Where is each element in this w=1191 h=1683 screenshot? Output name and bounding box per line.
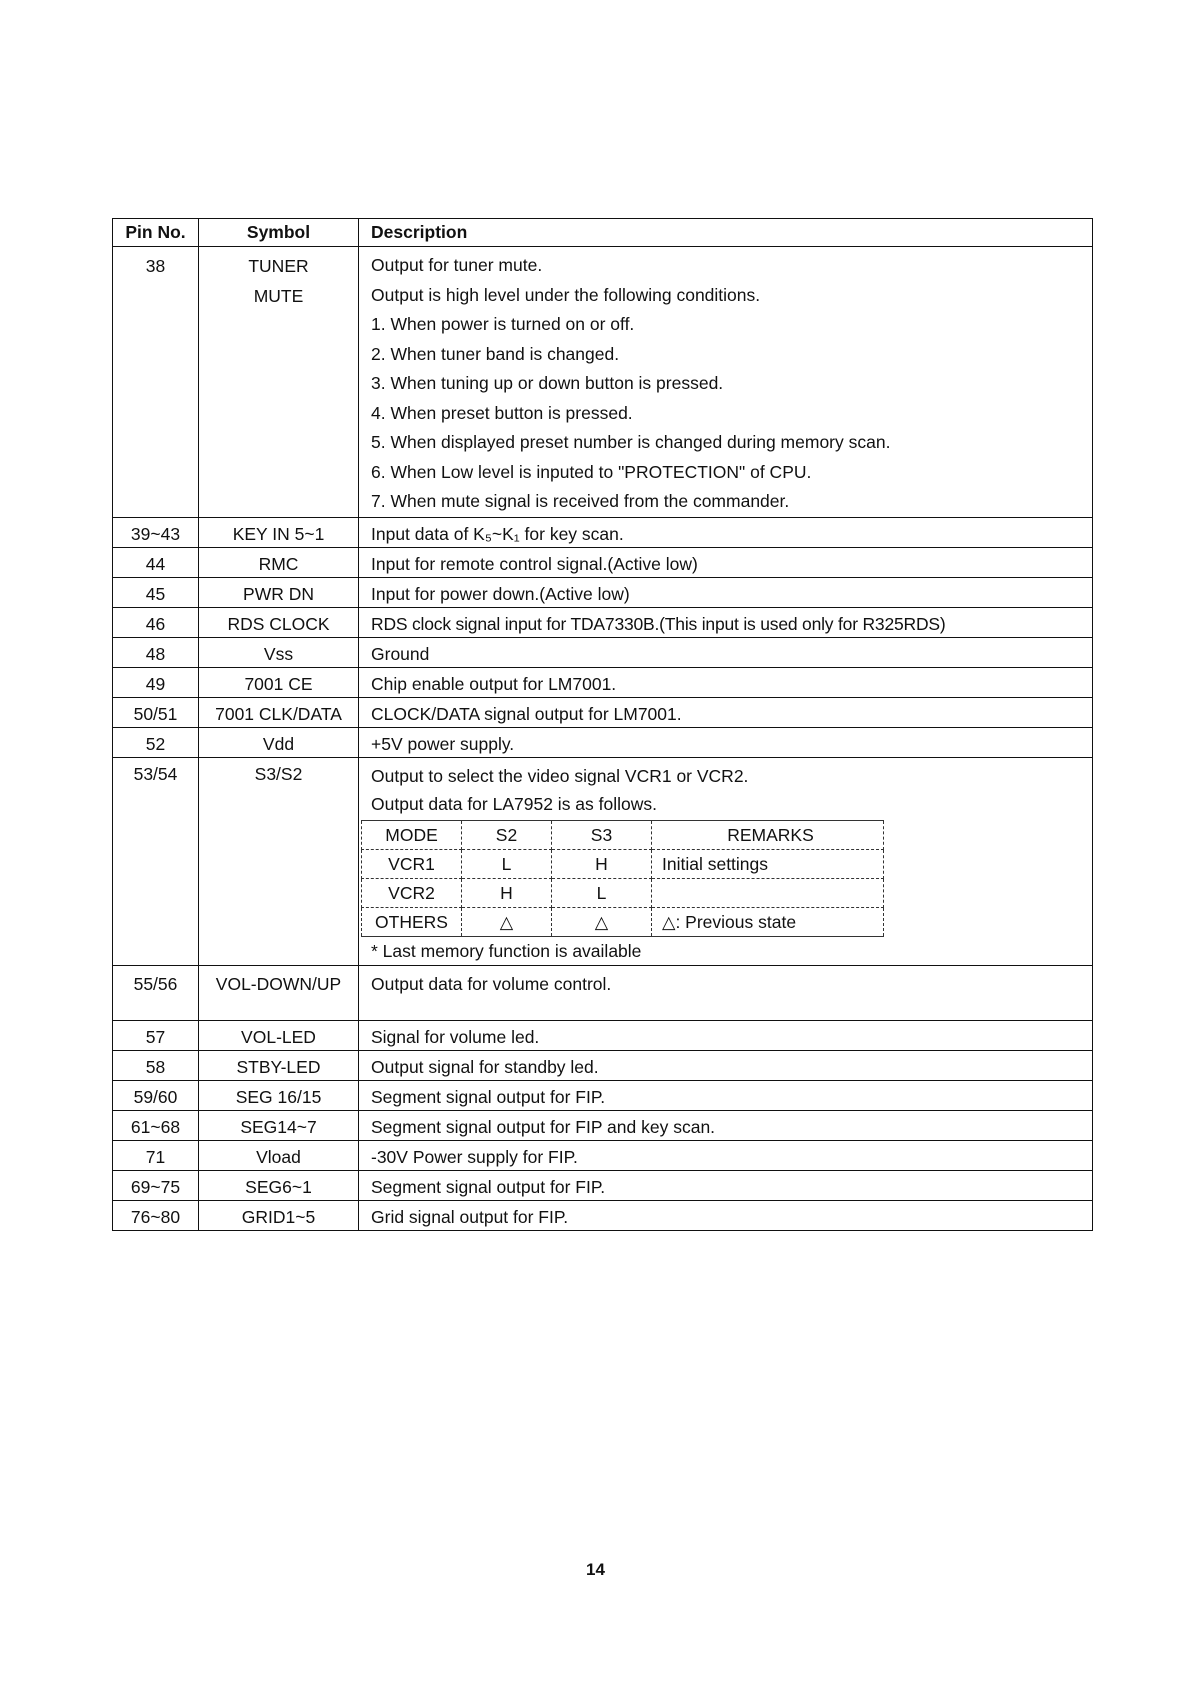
description-cell: Signal for volume led. — [359, 1020, 1093, 1050]
mode-header-s3: S3 — [552, 820, 652, 849]
table-row — [113, 1110, 1093, 1140]
mode-cell: △: Previous state — [652, 907, 884, 936]
table-row — [113, 547, 1093, 577]
description-cell: Segment signal output for FIP. — [359, 1080, 1093, 1110]
symbol-cell: SEG6~1 — [199, 1170, 359, 1200]
description-cell: Chip enable output for LM7001. — [359, 667, 1093, 697]
description-cell: Grid signal output for FIP. — [359, 1200, 1093, 1230]
pin-cell: 46 — [113, 607, 199, 637]
table-row — [113, 1050, 1093, 1080]
memory-note: * Last memory function is available — [371, 940, 642, 961]
symbol-cell: VOL-LED — [199, 1020, 359, 1050]
table-row — [113, 1080, 1093, 1110]
mode-cell: VCR2 — [362, 878, 462, 907]
mode-header-s2: S2 — [462, 820, 552, 849]
mode-cell: △ — [462, 907, 552, 936]
symbol-cell: SEG14~7 — [199, 1110, 359, 1140]
table-row — [113, 1020, 1093, 1050]
pin-cell: 45 — [113, 577, 199, 607]
table-row — [113, 1200, 1093, 1230]
mode-cell — [652, 878, 884, 907]
table-row — [113, 667, 1093, 697]
header-pin-no: Pin No. — [113, 219, 199, 247]
symbol-cell: Vload — [199, 1140, 359, 1170]
description-cell: Output to select the video signal VCR1 or VCR2. Output data for LA7952 is as follows. MODE S2 S3 REMARKS VCR1 L H Initial settings VCR2 H L OTHERS △ △ △: Previous state * Last memory function is available — [359, 757, 1093, 965]
symbol-cell: KEY IN 5~1 — [199, 517, 359, 547]
symbol-cell: 7001 CLK/DATA — [199, 697, 359, 727]
table-row — [113, 637, 1093, 667]
description-cell: Ground — [359, 637, 1093, 667]
symbol-cell: S3/S2 — [199, 757, 359, 965]
mode-cell: L — [552, 878, 652, 907]
symbol-cell: RMC — [199, 547, 359, 577]
table-row — [113, 577, 1093, 607]
pin-cell: 58 — [113, 1050, 199, 1080]
mode-table-row — [362, 907, 884, 936]
mode-header-remarks: REMARKS — [652, 820, 884, 849]
mode-header-mode: MODE — [362, 820, 462, 849]
table-row — [113, 1140, 1093, 1170]
mode-cell: L — [462, 849, 552, 878]
symbol-cell: TUNER MUTE — [199, 247, 359, 518]
mode-table-row — [362, 849, 884, 878]
pin-cell: 55/56 — [113, 965, 199, 1020]
pin-cell: 53/54 — [113, 757, 199, 965]
mode-cell: △ — [552, 907, 652, 936]
description-cell: Output data for volume control. — [359, 965, 1093, 1020]
table-row — [113, 965, 1093, 1020]
table-row — [113, 697, 1093, 727]
table-row — [113, 247, 1093, 518]
mode-cell: Initial settings — [652, 849, 884, 878]
description-cell: +5V power supply. — [359, 727, 1093, 757]
pin-cell: 71 — [113, 1140, 199, 1170]
mode-cell: H — [462, 878, 552, 907]
pin-cell: 61~68 — [113, 1110, 199, 1140]
description-cell: Segment signal output for FIP. — [359, 1170, 1093, 1200]
page-number: 14 — [586, 1560, 605, 1579]
pin-cell: 49 — [113, 667, 199, 697]
table-header-row — [113, 219, 1093, 247]
description-cell: RDS clock signal input for TDA7330B.(This input is used only for R325RDS) — [359, 607, 1093, 637]
mode-cell: H — [552, 849, 652, 878]
mode-table-row — [362, 878, 884, 907]
pin-cell: 48 — [113, 637, 199, 667]
symbol-cell: GRID1~5 — [199, 1200, 359, 1230]
pin-cell: 59/60 — [113, 1080, 199, 1110]
table-row — [113, 727, 1093, 757]
pin-cell: 38 — [113, 247, 199, 518]
symbol-cell: Vdd — [199, 727, 359, 757]
header-description: Description — [359, 219, 1093, 247]
symbol-cell: SEG 16/15 — [199, 1080, 359, 1110]
symbol-cell: PWR DN — [199, 577, 359, 607]
symbol-cell: RDS CLOCK — [199, 607, 359, 637]
description-cell: CLOCK/DATA signal output for LM7001. — [359, 697, 1093, 727]
pin-cell: 44 — [113, 547, 199, 577]
table-row — [113, 757, 1093, 965]
symbol-cell: VOL-DOWN/UP — [199, 965, 359, 1020]
description-cell: Input for remote control signal.(Active low) — [359, 547, 1093, 577]
pin-cell: 50/51 — [113, 697, 199, 727]
pin-cell: 52 — [113, 727, 199, 757]
mode-cell: OTHERS — [362, 907, 462, 936]
description-cell: Output for tuner mute. Output is high level under the following conditions. 1. When power is turned on or off. 2. When tuner band is changed. 3. When tuning up or down button is pressed. 4. When preset button is pressed. 5. When displayed preset number is changed during memory scan. 6. When Low level is inputed to "PROTECTION" of CPU. 7. When mute signal is received from the commander. — [359, 247, 1093, 518]
pin-description-table — [112, 218, 1093, 1231]
description-cell: Input for power down.(Active low) — [359, 577, 1093, 607]
table-row — [113, 517, 1093, 547]
description-cell: Segment signal output for FIP and key scan. — [359, 1110, 1093, 1140]
mode-table — [361, 820, 884, 937]
description-cell: -30V Power supply for FIP. — [359, 1140, 1093, 1170]
symbol-cell: STBY-LED — [199, 1050, 359, 1080]
description-cell: Input data of K₅~K₁ for key scan. — [359, 517, 1093, 547]
description-cell: Output signal for standby led. — [359, 1050, 1093, 1080]
pin-cell: 76~80 — [113, 1200, 199, 1230]
pin-cell: 69~75 — [113, 1170, 199, 1200]
pin-cell: 57 — [113, 1020, 199, 1050]
mode-cell: VCR1 — [362, 849, 462, 878]
mode-table-header — [362, 820, 884, 849]
symbol-cell: 7001 CE — [199, 667, 359, 697]
header-symbol: Symbol — [199, 219, 359, 247]
table-row — [113, 1170, 1093, 1200]
pin-cell: 39~43 — [113, 517, 199, 547]
table-row — [113, 607, 1093, 637]
symbol-cell: Vss — [199, 637, 359, 667]
